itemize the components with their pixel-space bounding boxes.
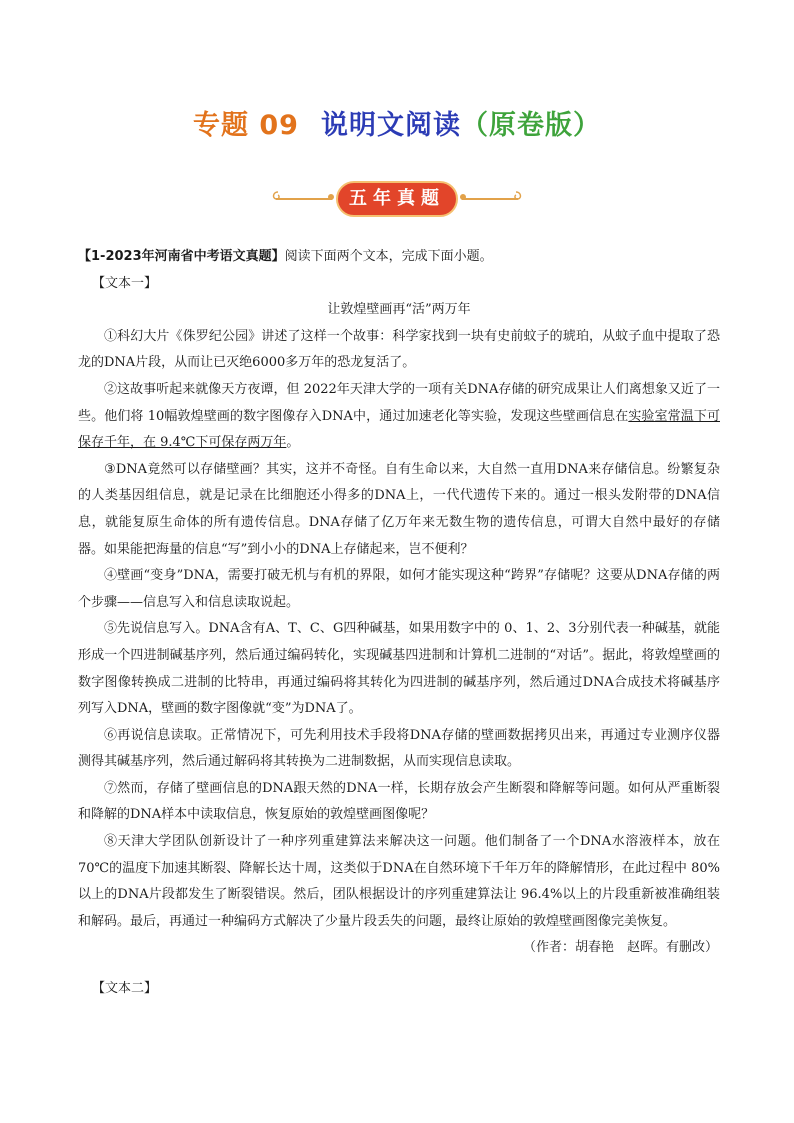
- paragraph-2-text-b: 。: [286, 435, 300, 451]
- document-body: [78, 244, 720, 1003]
- text1-title: 让敦煌壁画再“活”两万年: [327, 302, 471, 318]
- paragraph-2: [78, 377, 720, 457]
- document-title: [0, 103, 794, 142]
- banner-line-left: [276, 198, 332, 200]
- question-source: 【1-2023年河南省中考语文真题】: [78, 249, 285, 264]
- question-heading: [78, 244, 720, 271]
- title-topic-number: 专题 09: [193, 110, 299, 141]
- paragraph-2-underlined: 实验室常温下可保存千年，在 9.4℃下可保存两万年: [78, 408, 720, 451]
- paragraph-8: ⑧天津大学团队创新设计了一种序列重建算法来解决这一问题。他们制备了一个DNA水溶液样本，放在70℃的温度下加速其断裂、降解长达十周，这类似于DNA在自然环境下千年万年的降解情形，在此过程中 80%以上的DNA片段都发生了断裂错误。然后，团队根据设计的序列重建算法让 96.4%以上的片段重新被准确组装和解码。最后，再通过一种编码方式解决了少量片段丢失的问题，最终让原始的敦煌壁画图像完美恢复。: [78, 834, 720, 929]
- paragraph-3: ③DNA竟然可以存储壁画？其实，这并不奇怪。自有生命以来，大自然一直用DNA来存储信息。纷繁复杂的人类基因组信息，就是记录在比细胞还小得多的DNA上，一代代遗传下来的。通过一根头发附带的DNA信息，就能复原生命体的所有遗传信息。DNA存储了亿万年来无数生物的遗传信息，可谓大自然中最好的存储器。如果能把海量的信息“写”到小小的DNA上存储起来，岂不便利？: [78, 461, 720, 557]
- text2-label: 【文本二】: [92, 981, 158, 997]
- paragraph-6: ⑥再说信息读取。正常情况下，可先利用技术手段将DNA存储的壁画数据拷贝出来，再通过专业测序仪器测得其碱基序列，然后通过解码将其转换为二进制数据，从而实现信息读取。: [78, 727, 720, 770]
- banner-dot-left: [328, 194, 334, 200]
- paragraph-4: ④壁画“变身”DNA，需要打破无机与有机的界限，如何才能实现这种“跨界”存储呢？这要从DNA存储的两个步骤——信息写入和信息读取说起。: [78, 568, 720, 610]
- ornament-right-icon: [508, 190, 524, 206]
- banner-label: 五年真题: [336, 181, 458, 217]
- section-banner: [270, 178, 524, 220]
- paragraph-5: ⑤先说信息写入。DNA含有A、T、C、G四种碱基，如果用数字中的 0、1、2、3分别代表一种碱基，就能形成一个四进制碱基序列，然后通过编码转化，实现碱基四进制和计算机二进制的“对话”。据此，将敦煌壁画的数字图像转换成二进制的比特串，再通过编码将其转化为四进制的碱基序列，然后通过DNA合成技术将碱基序列写入DNA，壁画的数字图像就“变”为DNA了。: [78, 621, 720, 717]
- paragraph-7: ⑦然而，存储了壁画信息的DNA跟天然的DNA一样，长期存放会产生断裂和降解等问题。如何从严重断裂和降解的DNA样本中读取信息，恢复原始的敦煌壁画图像呢？: [78, 780, 720, 823]
- author-credit: （作者：胡春艳 赵晖。有删改）: [522, 940, 718, 956]
- question-instruction: 阅读下面两个文本，完成下面小题。: [284, 249, 493, 264]
- title-edition: （原卷版）: [460, 110, 601, 141]
- title-subject: 说明文阅读: [320, 110, 461, 141]
- paragraph-2-text-a: ②这故事听起来就像天方夜谭，但 2022年天津大学的一项有关DNA存储的研究成果让人们离想象又近了一些。他们将 10幅敦煌壁画的数字图像存入DNA中，通过加速老化等实验，发现这些壁画信息在: [78, 381, 720, 424]
- text1-label: 【文本一】: [92, 275, 158, 291]
- paragraph-1: ①科幻大片《侏罗纪公园》讲述了这样一个故事：科学家找到一块有史前蚊子的琥珀，从蚊子血中提取了恐龙的DNA片段，从而让已灭绝6000多万年的恐龙复活了。: [78, 328, 720, 371]
